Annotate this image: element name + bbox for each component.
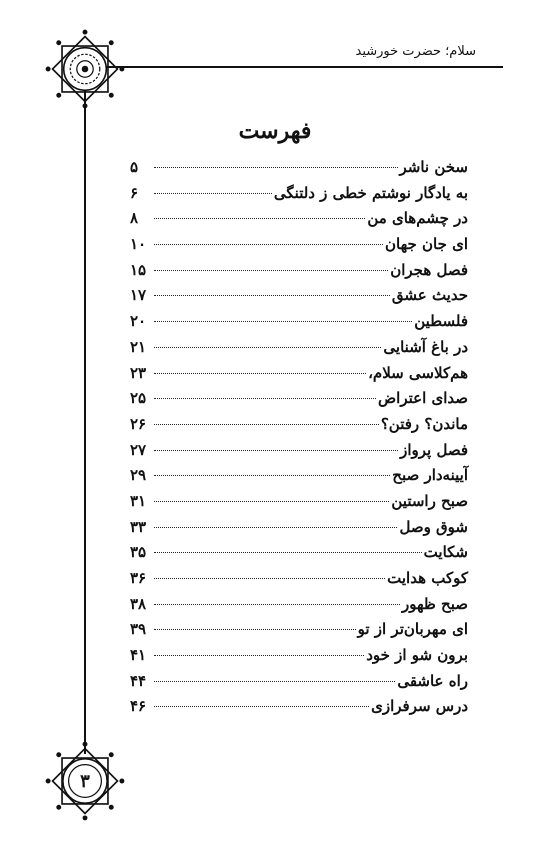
toc-entry[interactable] [130, 184, 468, 210]
toc-entry-page: ۵ [130, 158, 139, 176]
dot-leader [154, 475, 390, 476]
toc-title: فهرست [238, 118, 312, 144]
vertical-rule [84, 90, 86, 754]
toc-list [130, 158, 468, 723]
dot-leader [154, 706, 369, 707]
toc-entry[interactable] [130, 569, 468, 595]
dot-leader [154, 629, 356, 630]
dot-leader [154, 193, 272, 194]
toc-entry[interactable] [130, 312, 468, 338]
toc-entry[interactable] [130, 286, 468, 312]
toc-entry-title: ای مهربان‌تر از تو [357, 620, 468, 639]
toc-entry-page: ۲۳ [130, 363, 147, 382]
toc-entry[interactable] [130, 261, 468, 287]
toc-entry[interactable] [130, 338, 468, 364]
dot-leader [154, 655, 364, 656]
toc-entry-title: آیینه‌دار صبح [392, 466, 468, 485]
toc-entry-title: فصل هجران [390, 260, 468, 279]
toc-entry-page: ۱۷ [130, 286, 147, 305]
toc-entry[interactable] [130, 646, 468, 672]
toc-entry[interactable] [130, 441, 468, 467]
toc-entry-page: ۳۶ [130, 569, 147, 587]
toc-entry-title: درس سرفرازی [371, 697, 468, 716]
dot-leader [154, 321, 412, 322]
toc-entry-page: ۳۹ [130, 620, 147, 639]
dot-leader [154, 167, 398, 168]
toc-entry-title: در باغ آشنایی [383, 337, 468, 356]
toc-entry-title: صبح راستین [391, 491, 468, 510]
toc-entry-title: شکایت [423, 543, 468, 562]
toc-entry-page: ۲۰ [130, 312, 147, 331]
dot-leader [154, 552, 422, 553]
toc-entry[interactable] [130, 620, 468, 646]
toc-entry-title: در چشم‌های من [367, 209, 468, 228]
toc-entry[interactable] [130, 209, 468, 235]
toc-entry-page: ۴۴ [130, 671, 147, 690]
toc-entry[interactable] [130, 415, 468, 441]
dot-leader [154, 527, 397, 528]
toc-entry-page: ۱۵ [130, 260, 147, 279]
dot-leader [154, 398, 376, 399]
dot-leader [154, 578, 385, 579]
toc-entry[interactable] [130, 364, 468, 390]
toc-entry-page: ۳۸ [130, 594, 147, 613]
toc-entry-title: سخن ناشر [399, 158, 468, 176]
toc-entry-page: ۲۷ [130, 440, 147, 459]
toc-entry-title: کوکب هدایت [387, 569, 468, 587]
toc-entry-title: راه عاشقی [397, 671, 468, 690]
toc-entry-title: فلسطین [414, 312, 468, 331]
dot-leader [154, 604, 400, 605]
toc-entry-title: حدیث عشق [391, 286, 468, 305]
rosette-ornament-icon [44, 28, 126, 110]
toc-entry[interactable] [130, 158, 468, 184]
toc-entry[interactable] [130, 697, 468, 723]
toc-entry-title: صبح ظهور [401, 594, 468, 613]
running-header-title: سلام؛ حضرت خورشید [355, 44, 476, 59]
toc-entry[interactable] [130, 492, 468, 518]
toc-entry-title: به یادگار نوشتم خطی ز دلتنگی [273, 183, 468, 202]
toc-entry-page: ۴۱ [130, 646, 147, 665]
dot-leader [154, 218, 365, 219]
toc-entry-page: ۲۹ [130, 466, 147, 485]
toc-entry-page: ۳۵ [130, 543, 147, 562]
toc-entry-page: ۲۱ [130, 337, 147, 356]
toc-entry-title: صدای اعتراض [378, 389, 468, 408]
dot-leader [154, 244, 383, 245]
toc-entry-page: ۲۵ [130, 389, 147, 408]
dot-leader [154, 501, 389, 502]
toc-entry-title: ای جان جهان [385, 235, 468, 254]
header-rule [72, 66, 503, 68]
toc-entry[interactable] [130, 543, 468, 569]
page-number: ۳ [80, 770, 90, 792]
dot-leader [154, 450, 398, 451]
toc-entry-page: ۳۳ [130, 517, 147, 536]
dot-leader [154, 270, 388, 271]
toc-entry-page: ۴۶ [130, 697, 147, 716]
toc-entry[interactable] [130, 235, 468, 261]
dot-leader [154, 424, 379, 425]
dot-leader [154, 681, 395, 682]
toc-entry-page: ۳۱ [130, 491, 147, 510]
toc-entry-title: فصل پرواز [400, 440, 468, 459]
dot-leader [154, 373, 366, 374]
dot-leader [154, 295, 390, 296]
toc-entry[interactable] [130, 595, 468, 621]
toc-entry[interactable] [130, 466, 468, 492]
toc-entry-page: ۸ [130, 209, 139, 228]
toc-entry-title: ماندن؟ رفتن؟ [380, 414, 468, 433]
toc-entry-page: ۲۶ [130, 414, 147, 433]
toc-entry-title: برون شو از خود [366, 646, 468, 665]
toc-entry-page: ۶ [130, 183, 139, 202]
toc-entry-title: هم‌کلاسی سلام، [368, 363, 468, 382]
dot-leader [154, 347, 381, 348]
toc-entry[interactable] [130, 389, 468, 415]
toc-entry-title: شوق وصل [399, 517, 468, 536]
toc-entry[interactable] [130, 672, 468, 698]
toc-entry[interactable] [130, 518, 468, 544]
toc-entry-page: ۱۰ [130, 235, 147, 254]
